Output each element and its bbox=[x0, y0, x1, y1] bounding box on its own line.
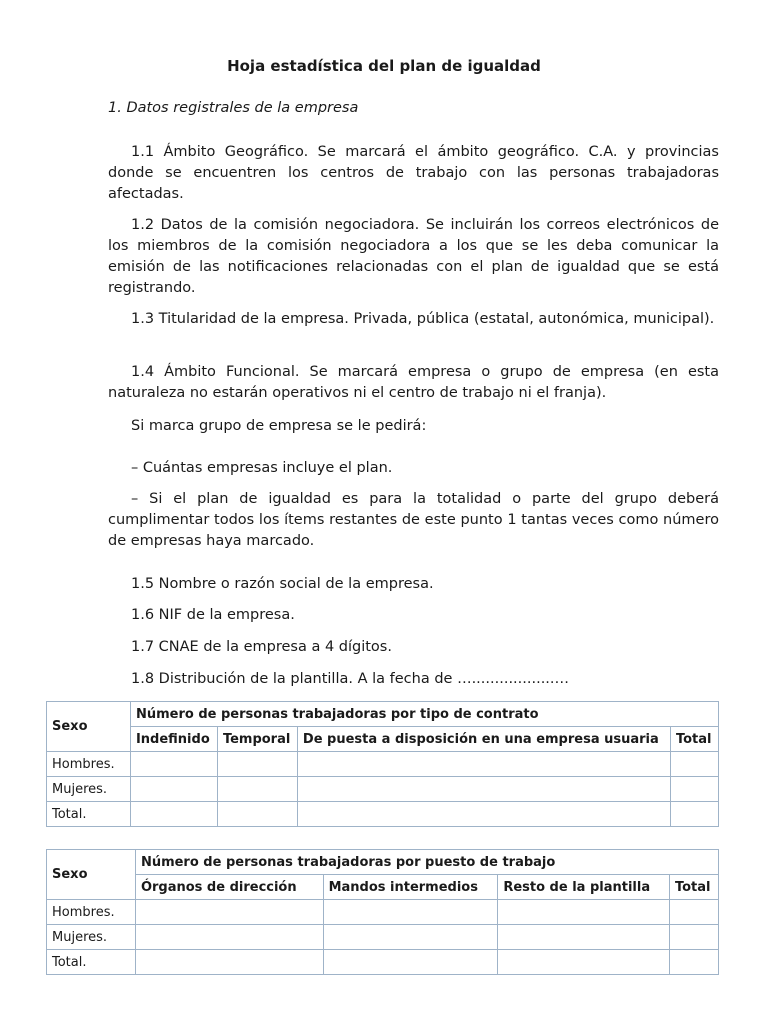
contract-type-table bbox=[46, 701, 719, 827]
column-header: De puesta a disposición en una empresa usuaria bbox=[297, 727, 670, 752]
table-row bbox=[47, 900, 719, 925]
table-row bbox=[47, 950, 719, 975]
column-header: Total bbox=[669, 875, 718, 900]
paragraph-1-8: 1.8 Distribución de la plantilla. A la fecha de …..................… bbox=[131, 671, 570, 687]
column-header: Órganos de dirección bbox=[135, 875, 323, 900]
table-cell bbox=[669, 950, 718, 975]
table-cell bbox=[323, 925, 498, 950]
group-intro: Si marca grupo de empresa se le pedirá: bbox=[131, 418, 427, 434]
row-label: Mujeres. bbox=[47, 777, 131, 802]
table-cell bbox=[670, 752, 718, 777]
table-cell bbox=[297, 802, 670, 827]
table-row bbox=[47, 925, 719, 950]
paragraph-1-3: 1.3 Titularidad de la empresa. Privada, pública (estatal, autonómica, municipal). bbox=[131, 311, 715, 327]
column-header: Mandos intermedios bbox=[323, 875, 498, 900]
table-row bbox=[47, 752, 719, 777]
bullet-item: – Cuántas empresas incluye el plan. bbox=[131, 460, 393, 476]
group-header: Número de personas trabajadoras por puesto de trabajo bbox=[135, 850, 718, 875]
paragraph-1-4: 1.4 Ámbito Funcional. Se marcará empresa o grupo de empresa (en esta naturaleza no estarán operativos ni el centro de trabajo ni el franja). bbox=[108, 364, 719, 401]
table-cell bbox=[498, 950, 670, 975]
table-cell bbox=[323, 950, 498, 975]
table-cell bbox=[217, 752, 297, 777]
paragraph-1-6: 1.6 NIF de la empresa. bbox=[131, 607, 295, 623]
row-label: Total. bbox=[47, 950, 136, 975]
column-header: Total bbox=[670, 727, 718, 752]
table-cell bbox=[498, 925, 670, 950]
table-cell bbox=[217, 802, 297, 827]
column-header: Indefinido bbox=[130, 727, 217, 752]
row-label: Mujeres. bbox=[47, 925, 136, 950]
row-label: Total. bbox=[47, 802, 131, 827]
bullet-item: – Si el plan de igualdad es para la totalidad o parte del grupo deberá cumplimentar todos los ítems restantes de este punto 1 tantas veces como número de empresas haya marcado. bbox=[108, 491, 719, 549]
table-cell bbox=[135, 950, 323, 975]
paragraph-1-5: 1.5 Nombre o razón social de la empresa. bbox=[131, 576, 434, 592]
section-heading: 1. Datos registrales de la empresa bbox=[108, 100, 359, 116]
table-cell bbox=[130, 777, 217, 802]
table-cell bbox=[498, 900, 670, 925]
table-cell bbox=[297, 777, 670, 802]
paragraph-1-2: 1.2 Datos de la comisión negociadora. Se incluirán los correos electrónicos de los miembros de la comisión negociadora a los que se les deba comunicar la emisión de las notificaciones relacionadas con el plan de igualdad que se está registrando. bbox=[108, 217, 719, 296]
table-cell bbox=[135, 925, 323, 950]
table-row bbox=[47, 777, 719, 802]
group-header: Número de personas trabajadoras por tipo de contrato bbox=[130, 702, 718, 727]
column-header: Resto de la plantilla bbox=[498, 875, 670, 900]
document-title: Hoja estadística del plan de igualdad bbox=[227, 57, 541, 75]
table-cell bbox=[217, 777, 297, 802]
table-cell bbox=[135, 900, 323, 925]
table-cell bbox=[130, 802, 217, 827]
table-cell bbox=[670, 777, 718, 802]
row-label: Hombres. bbox=[47, 900, 136, 925]
paragraph-1-7: 1.7 CNAE de la empresa a 4 dígitos. bbox=[131, 639, 392, 655]
table-cell bbox=[669, 925, 718, 950]
table-cell bbox=[670, 802, 718, 827]
row-label: Hombres. bbox=[47, 752, 131, 777]
column-header: Temporal bbox=[217, 727, 297, 752]
job-position-table bbox=[46, 849, 719, 975]
table-cell bbox=[323, 900, 498, 925]
table-cell bbox=[297, 752, 670, 777]
sexo-header: Sexo bbox=[47, 850, 136, 900]
table-cell bbox=[130, 752, 217, 777]
table-row bbox=[47, 802, 719, 827]
table-cell bbox=[669, 900, 718, 925]
paragraph-1-1: 1.1 Ámbito Geográfico. Se marcará el ámbito geográfico. C.A. y provincias donde se encuentren los centros de trabajo con las personas trabajadoras afectadas. bbox=[108, 144, 719, 202]
sexo-header: Sexo bbox=[47, 702, 131, 752]
